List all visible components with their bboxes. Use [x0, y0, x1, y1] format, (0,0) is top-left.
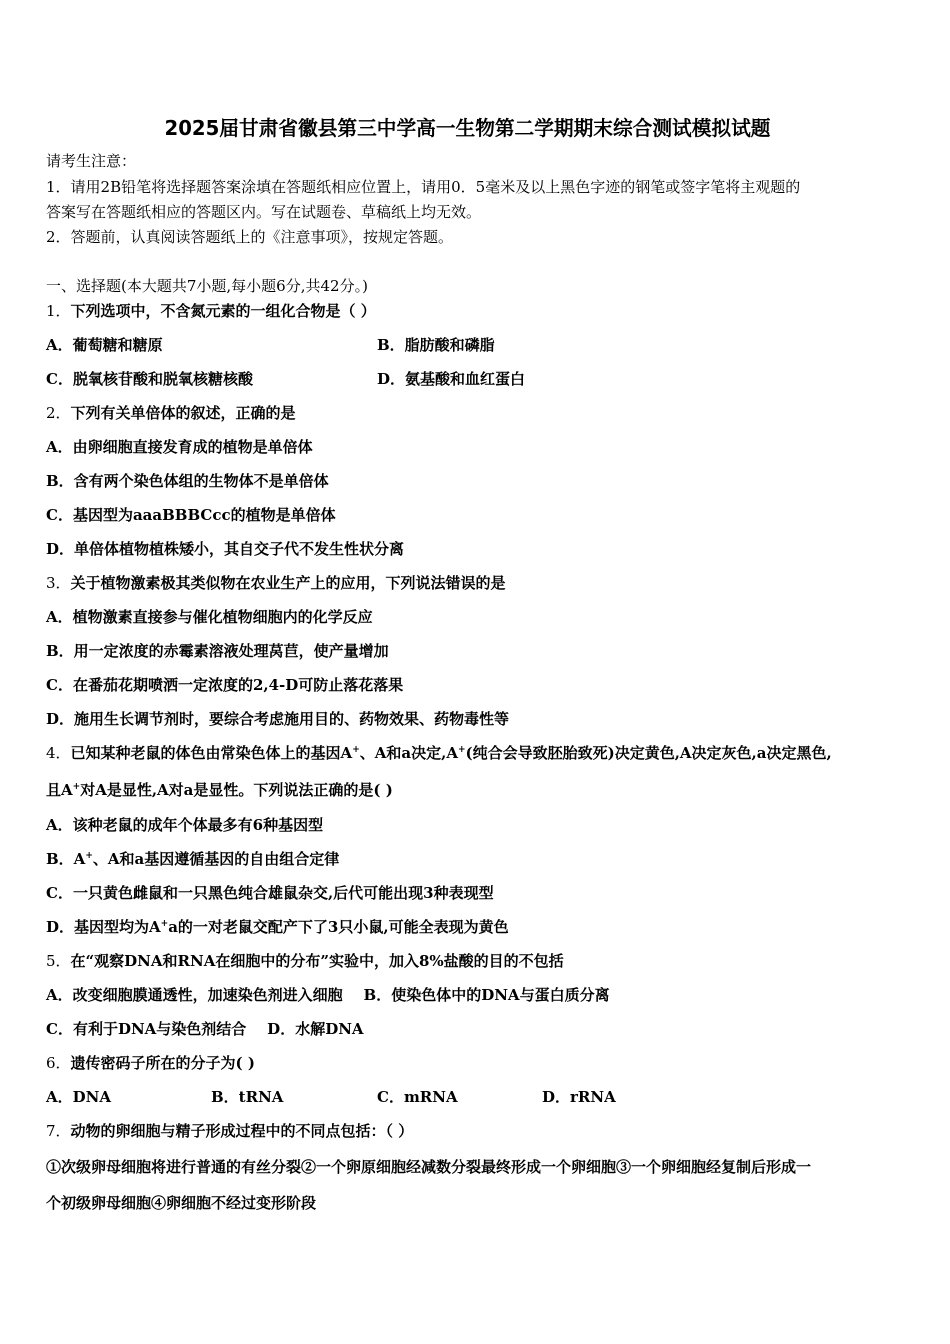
exam-title: 2025届甘肃省徽县第三中学高一生物第二学期期末综合测试模拟试题 — [164, 116, 771, 140]
option-text-part: D．基因型均为A — [46, 918, 161, 936]
question-number: 1． — [46, 302, 71, 320]
q5-options-ab: A．改变细胞膜通透性，加速染色剂进入细胞 B．使染色体中的DNA与蛋白质分离 — [46, 986, 610, 1004]
option-text-part: a的一对老鼠交配产下了3只小鼠,可能全表现为黄色 — [168, 918, 509, 936]
question-stem: 下列选项中，不含氮元素的一组化合物是（ ） — [70, 302, 376, 320]
superscript-plus: + — [352, 745, 360, 755]
q3-option-c: C．在番茄花期喷洒一定浓度的2,4-D可防止落花落果 — [46, 676, 404, 694]
q1-option-a: A．葡萄糖和糖原 — [46, 336, 163, 354]
question-stem: 关于植物激素极其类似物在农业生产上的应用，下列说法错误的是 — [70, 574, 506, 592]
q1-option-b: B．脂肪酸和磷脂 — [377, 336, 495, 354]
q6-option-a: A．DNA — [46, 1088, 111, 1106]
question-number: 4． — [46, 744, 71, 762]
q7-statement-line-2: 个初级卵母细胞④卵细胞不经过变形阶段 — [46, 1194, 317, 1212]
question-stem-part: 且A — [46, 781, 73, 799]
question-stem: 在“观察DNA和RNA在细胞中的分布”实验中，加入8%盐酸的目的不包括 — [70, 952, 564, 970]
question-stem-part: 、A和a决定,A — [359, 744, 458, 762]
q2-option-d: D．单倍体植物植株矮小，其自交子代不发生性状分离 — [46, 540, 405, 558]
superscript-plus: + — [457, 745, 466, 755]
superscript-plus: + — [160, 919, 169, 929]
section-heading: 一、选择题(本大题共7小题,每小题6分,共42分。) — [46, 277, 368, 295]
question-number: 5． — [46, 952, 71, 970]
question-stem: 下列有关单倍体的叙述，正确的是 — [70, 404, 296, 422]
question-7 — [46, 1121, 413, 1141]
q4-option-a: A．该种老鼠的成年个体最多有6种基因型 — [46, 816, 324, 834]
q4-option-b — [46, 849, 339, 869]
question-6 — [46, 1053, 255, 1073]
q6-option-b: B．tRNA — [211, 1088, 284, 1106]
q6-option-d: D．rRNA — [542, 1088, 616, 1106]
q3-option-d: D．施用生长调节剂时，要综合考虑施用目的、药物效果、药物毒性等 — [46, 710, 510, 728]
question-stem: 遗传密码子所在的分子为( ) — [70, 1054, 255, 1072]
question-stem-part: 已知某种老鼠的体色由常染色体上的基因A — [70, 744, 353, 762]
question-stem-part: (纯合会导致胚胎致死)决定黄色,A决定灰色,a决定黑色, — [465, 744, 832, 762]
question-number: 7． — [46, 1122, 71, 1140]
question-4 — [46, 743, 832, 763]
question-stem-part: 对A是显性,A对a是显性。下列说法正确的是( ) — [80, 781, 393, 799]
notice-line-3: 2．答题前，认真阅读答题纸上的《注意事项》，按规定答题。 — [46, 228, 454, 246]
question-5 — [46, 951, 564, 971]
superscript-plus: + — [72, 782, 81, 792]
q2-option-a: A．由卵细胞直接发育成的植物是单倍体 — [46, 438, 313, 456]
q3-option-b: B．用一定浓度的赤霉素溶液处理莴苣，使产量增加 — [46, 642, 389, 660]
q2-option-c: C．基因型为aaaBBBCcc的植物是单倍体 — [46, 506, 336, 524]
q1-option-c: C．脱氧核苷酸和脱氧核糖核酸 — [46, 370, 253, 388]
question-2 — [46, 403, 296, 423]
q2-option-b: B．含有两个染色体组的生物体不是单倍体 — [46, 472, 329, 490]
question-number: 6． — [46, 1054, 71, 1072]
question-3 — [46, 573, 506, 593]
notice-heading: 请考生注意： — [46, 152, 137, 170]
question-1 — [46, 301, 376, 321]
superscript-plus: + — [85, 851, 93, 861]
question-number: 3． — [46, 574, 71, 592]
q5-options-cd: C．有利于DNA与染色剂结合 D．水解DNA — [46, 1020, 364, 1038]
notice-line-2: 答案写在答题纸相应的答题区内。写在试题卷、草稿纸上均无效。 — [46, 203, 482, 221]
q1-option-d: D．氨基酸和血红蛋白 — [377, 370, 526, 388]
q6-option-c: C．mRNA — [377, 1088, 458, 1106]
question-stem: 动物的卵细胞与精子形成过程中的不同点包括：（ ） — [70, 1122, 414, 1140]
q7-statement-line-1: ①次级卵母细胞将进行普通的有丝分裂②一个卵原细胞经减数分裂最终形成一个卵细胞③一个卵细胞经复制后形成一 — [46, 1158, 812, 1176]
q4-option-d — [46, 917, 509, 937]
q3-option-a: A．植物激素直接参与催化植物细胞内的化学反应 — [46, 608, 373, 626]
q4-option-c: C．一只黄色雌鼠和一只黑色纯合雄鼠杂交,后代可能出现3种表现型 — [46, 884, 494, 902]
notice-line-1: 1．请用2B铅笔将选择题答案涂填在答题纸相应位置上，请用0．5毫米及以上黑色字迹的钢笔或签字笔将主观题的 — [46, 178, 801, 196]
option-text-part: B．A — [46, 850, 86, 868]
question-4-continued — [46, 780, 393, 800]
question-number: 2． — [46, 404, 71, 422]
option-text-part: 、A和a基因遵循基因的自由组合定律 — [92, 850, 340, 868]
